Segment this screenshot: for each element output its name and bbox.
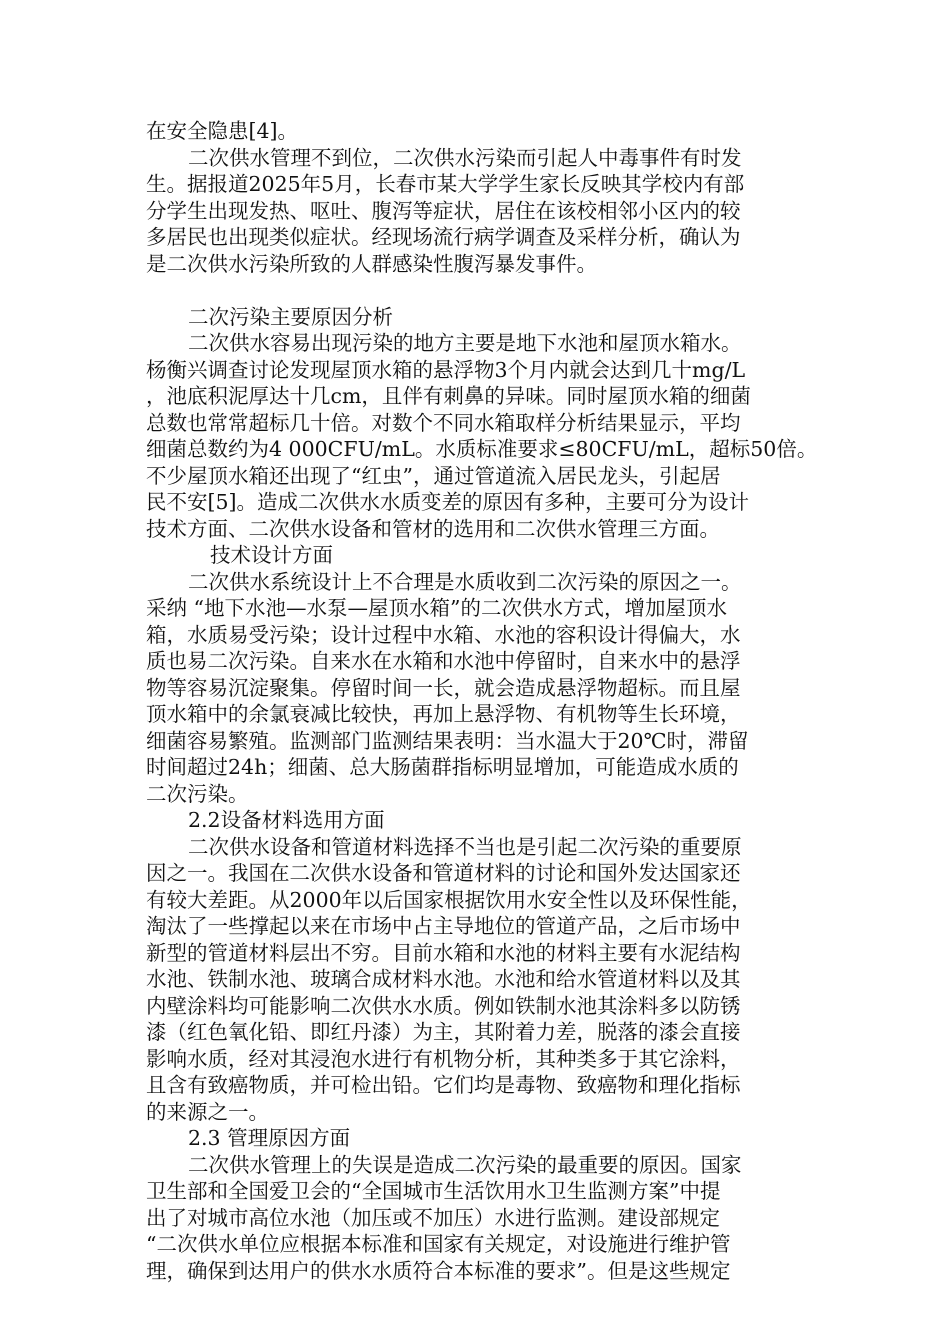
text-line: 不少屋顶水箱还出现了“红虫”，通过管道流入居民龙头，引起居 [146, 463, 721, 488]
text-line: 二次污染主要原因分析 [188, 304, 393, 329]
text-line: ，池底积泥厚达十几cm，且伴有刺鼻的异味。同时屋顶水箱的细菌 [146, 384, 751, 408]
text-line: 顶水箱中的余氯衰减比较快，再加上悬浮物、有机物等生长环境， [146, 702, 741, 726]
text-line: 有较大差距。从2000年以后国家根据饮用水安全性以及环保性能， [146, 887, 752, 912]
text-line: 的来源之一。 [146, 1099, 269, 1124]
text-line: 技术设计方面 [210, 543, 333, 567]
text-line: 二次污染。 [146, 781, 249, 806]
text-line: 新型的管道材料层出不穷。目前水箱和水池的材料主要有水泥结构 [146, 940, 741, 965]
text-line: 淘汰了一些撑起以来在市场中占主导地位的管道产品，之后市场中 [146, 914, 741, 938]
text-line: 漆（红色氧化铅、即红丹漆）为主，其附着力差，脱落的漆会直接 [146, 1020, 741, 1044]
text-line: 技术方面、二次供水设备和管材的选用和二次供水管理三方面。 [146, 516, 720, 541]
text-line: 时间超过24h；细菌、总大肠菌群指标明显增加，可能造成水质的 [146, 755, 739, 779]
text-line: 在安全隐患[4]。 [146, 119, 299, 143]
text-line: 影响水质，经对其浸泡水进行有机物分析，其种类多于其它涂料， [146, 1046, 741, 1071]
text-line: 物等容易沉淀聚集。停留时间一长，就会造成悬浮物超标。而且屋 [146, 675, 741, 700]
text-line: 二次供水管理不到位，二次供水污染而引起人中毒事件有时发 [188, 145, 742, 170]
text-line: 多居民也出现类似症状。经现场流行病学调查及采样分析，确认为 [146, 225, 741, 249]
document-page [146, 118, 818, 1284]
text-line: 细菌总数约为4 000CFU/mL。水质标准要求≤80CFU/mL，超标50倍。 [146, 437, 818, 461]
text-line: 总数也常常超标几十倍。对数个不同水箱取样分析结果显示，平均 [146, 410, 741, 435]
text-line: 且含有致癌物质，并可检出铅。它们均是毒物、致癌物和理化指标 [146, 1073, 741, 1097]
text-line: 内壁涂料均可能影响二次供水水质。例如铁制水池其涂料多以防锈 [146, 993, 741, 1018]
text-line: 二次供水系统设计上不合理是水质收到二次污染的原因之一。 [188, 569, 742, 594]
text-line: 是二次供水污染所致的人群感染性腹泻暴发事件。 [146, 251, 597, 276]
text-line: 生。据报道2025年5月，长春市某大学学生家长反映其学校内有部 [146, 172, 745, 196]
text-line: 2.2设备材料选用方面 [188, 808, 385, 832]
text-line: 分学生出现发热、呕吐、腹泻等症状，居住在该校相邻小区内的较 [146, 198, 741, 223]
text-line: 细菌容易繁殖。监测部门监测结果表明：当水温大于20℃时，滞留 [146, 728, 749, 753]
text-line: 二次供水设备和管道材料选择不当也是引起二次污染的重要原 [188, 834, 742, 859]
text-line: “二次供水单位应根据本标准和国家有关规定，对设施进行维护管 [146, 1232, 731, 1256]
blank-line [146, 277, 818, 304]
text-line: 杨衡兴调查讨论发现屋顶水箱的悬浮物3个月内就会达到几十mg/L [146, 357, 746, 382]
text-line: 理，确保到达用户的供水水质符合本标准的要求”。但是这些规定 [146, 1258, 731, 1283]
text-line: 民不安[5]。造成二次供水水质变差的原因有多种，主要可分为设计 [146, 490, 750, 514]
text-line: 水池、铁制水池、玻璃合成材料水池。水池和给水管道材料以及其 [146, 967, 741, 991]
text-line: 卫生部和全国爱卫会的“全国城市生活饮用水卫生监测方案”中提 [146, 1179, 721, 1203]
text-line: 采纳 “地下水池—水泵—屋顶水箱”的二次供水方式，增加屋顶水 [146, 596, 727, 620]
text-line: 因之一。我国在二次供水设备和管道材料的讨论和国外发达国家还 [146, 861, 741, 885]
text-line: 二次供水管理上的失误是造成二次污染的最重要的原因。国家 [188, 1152, 742, 1177]
text-line: 出了对城市高位水池（加压或不加压）水进行监测。建设部规定 [146, 1205, 720, 1230]
text-line: 箱，水质易受污染；设计过程中水箱、水池的容积设计得偏大，水 [146, 622, 741, 647]
text-line: 二次供水容易出现污染的地方主要是地下水池和屋顶水箱水。 [188, 331, 742, 355]
text-line: 2.3 管理原因方面 [188, 1126, 351, 1150]
text-line: 质也易二次污染。自来水在水箱和水池中停留时，自来水中的悬浮 [146, 649, 741, 673]
